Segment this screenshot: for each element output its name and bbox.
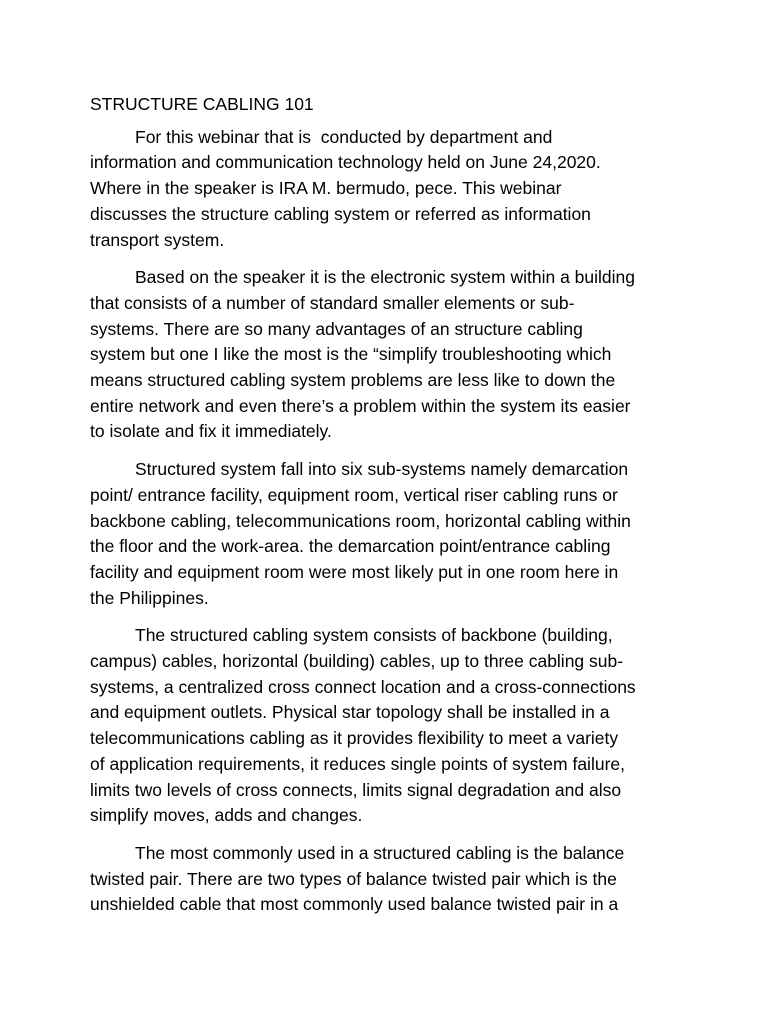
paragraph-line: systems, a centralized cross connect location and a cross-connections <box>90 676 636 697</box>
paragraph-line: unshielded cable that most commonly used balance twisted pair in a <box>90 894 619 915</box>
paragraph-line: For this webinar that is conducted by department and <box>135 126 553 147</box>
paragraph-line: the Philippines. <box>90 587 209 608</box>
paragraph-line: point/ entrance facility, equipment room, vertical riser cabling runs or <box>90 484 618 505</box>
paragraph-line: systems. There are so many advantages of an structure cabling <box>90 318 583 339</box>
paragraph-line: telecommunications cabling as it provides flexibility to meet a variety <box>90 728 619 749</box>
paragraph-subsystems <box>90 457 690 611</box>
paragraph-line: facility and equipment room were most likely put in one room here in <box>90 561 619 582</box>
paragraph-line: the floor and the work-area. the demarcation point/entrance cabling <box>90 536 611 557</box>
paragraph-line: transport system. <box>90 229 225 250</box>
paragraph-line: entire network and even there’s a problem within the system its easier <box>90 395 631 416</box>
paragraph-line: limits two levels of cross connects, limits signal degradation and also <box>90 779 622 800</box>
paragraph-line: system but one I like the most is the “simplify troubleshooting which <box>90 344 612 365</box>
paragraph-line: backbone cabling, telecommunications room, horizontal cabling within <box>90 510 631 531</box>
paragraph-line: that consists of a number of standard smaller elements or sub- <box>90 292 575 313</box>
document-title: STRUCTURE CABLING 101 <box>90 94 314 114</box>
paragraph-line: information and communication technology held on June 24,2020. <box>90 152 601 173</box>
paragraph-twisted-pair <box>90 841 690 918</box>
paragraph-line: The most commonly used in a structured cabling is the balance <box>135 842 625 863</box>
paragraph-line: discusses the structure cabling system or referred as information <box>90 203 591 224</box>
paragraph-line: campus) cables, horizontal (building) cables, up to three cabling sub- <box>90 651 624 672</box>
paragraph-line: simplify moves, adds and changes. <box>90 805 363 826</box>
paragraph-line: to isolate and fix it immediately. <box>90 421 332 442</box>
paragraph-line: means structured cabling system problems are less like to down the <box>90 370 616 391</box>
paragraph-line: twisted pair. There are two types of balance twisted pair which is the <box>90 868 617 889</box>
paragraph-webinar-intro <box>90 125 690 254</box>
paragraph-system-components <box>90 623 690 829</box>
paragraph-line: and equipment outlets. Physical star topology shall be installed in a <box>90 702 610 723</box>
paragraph-line: of application requirements, it reduces single points of system failure, <box>90 753 625 774</box>
paragraph-line: Where in the speaker is IRA M. bermudo, pece. This webinar <box>90 178 562 199</box>
paragraph-line: Based on the speaker it is the electronic system within a building <box>135 267 635 288</box>
document-page <box>90 92 690 930</box>
paragraph-line: Structured system fall into six sub-systems namely demarcation <box>135 459 629 480</box>
paragraph-line: The structured cabling system consists of backbone (building, <box>135 625 613 646</box>
paragraph-advantages <box>90 265 690 445</box>
